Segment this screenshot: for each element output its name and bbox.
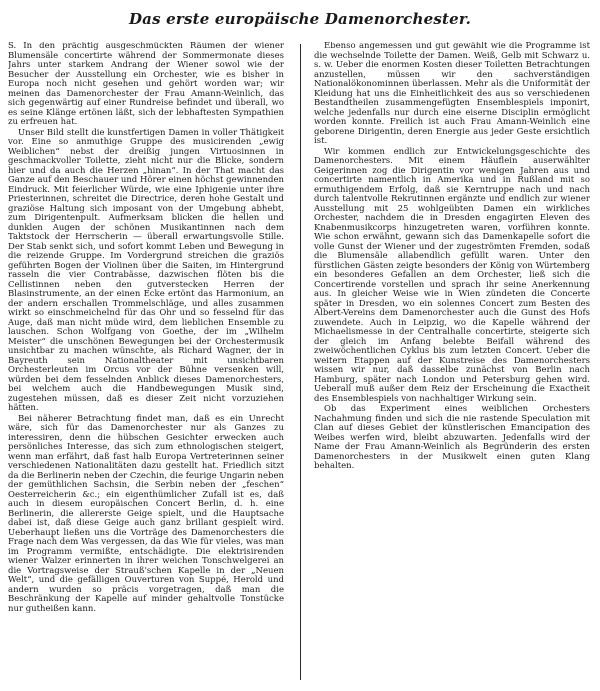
right-paragraph-3: Ob das Experiment eines weiblichen Orchesters Nachahmung finden und sich die nie rastende Speculation mit Clan auf dieses Gebiet der künstlerischen Emancipation des Weibes werfen wird, bleibt abzuwarten. Jedenfalls wird der Name der Frau Amann-Weinlich als Begründerin des ersten Damenorchesters in der Musikwelt einen guten Klang behalten. (314, 404, 590, 471)
right-column (314, 42, 590, 685)
left-paragraph-3: Bei näherer Betrachtung findet man, daß es ein Unrecht wäre, sich für das Damenorchester nur als Ganzes zu interessiren, denn die hübschen Gesichter erwecken auch persönliches Interesse, das sich zum ethnologischen steigert, wenn man erfährt, daß fast halb Europa Vertreterinnen seiner verschiedenen Nationalitäten dazu gestellt hat. Friedlich sitzt da die Berlinerin neben der Czechin, die feurige Ungarin neben der gemüthlichen Sachsin, die Serbin neben der „feschen“ Oesterreicherin &c.; ein eigenthümlicher Zufall ist es, daß auch in diesem europäischen Concert Berlin, d. h. eine Berlinerin, die allererste Geige spielt, und die Hauptsache dabei ist, daß diese Geige auch ganz brillant gespielt wird. Ueberhaupt ließen uns die Vorträge des Damenorchesters die Frage nach dem Was vergessen, da das Wie für vieles, was man im Programm vermißte, entschädigte. Die elektrisirenden wiener Walzer erinnerten in ihrer weichen Tonschwelgerei an die Vortragsweise der Strauß'schen Kapelle in der „Neuen Welt“, und die gefälligen Ouverturen von Suppé, Herold und andern wurden so präcis vorgetragen, daß man die Beschränkung der Kapelle auf minder gehaltvolle Tonstücke nur gutheißen kann. (8, 413, 284, 614)
left-paragraph-1: S. In den prächtig ausgeschmückten Räumen der wiener Blumensäle concertirte während der Sommermonate dieses Jahrs unter starkem Andrang der Wiener sowol wie der Besucher der Ausstellung ein Orchester, wie es bisher in Europa noch nicht gesehen und gehört worden war; wir meinen das Damenorchester der Frau Amann-Weinlich, das sich gegenwärtig auf einer Rundreise befindet und überall, wo es seine Klänge ertönen läßt, sich der lebhaftesten Sympathien zu erfreuen hat. (8, 42, 284, 127)
left-column (8, 42, 284, 685)
right-paragraph-1: Ebenso angemessen und gut gewählt wie die Programme ist die wechselnde Toilette der Damen. Weiß, Gelb mit Schwarz u. s. w. Ueber die enormen Kosten dieser Toiletten Betrachtungen anzustellen, müssen wir den sachverständigen Nationalökonominnen überlassen. Mehr als die Uniformität der Kleidung hat uns die Einheitlichkeit des aus so verschiedenen Bestandtheilen zusammengefügten Ensemblespiels imponirt, welche jedenfalls nur durch eine eiserne Disciplin ermöglicht worden konnte. Freilich ist auch Frau Amann-Weinlich eine geborene Dirigentin, deren Energie aus jeder Geste ersichtlich ist. (314, 42, 590, 146)
article-title: Das erste europäische Damenorchester. (128, 10, 472, 28)
right-paragraph-2: Wir kommen endlich zur Entwickelungsgeschichte des Damenorchesters. Mit einem Häuflein auserwählter Geigerinnen zog die Dirigentin vor wenigen Jahren aus und concertirte namentlich in Amerika und in Rußland mit so ermuthigendem Erfolg, daß sie Kerntruppe nach und nach durch talentvolle Rekrutinnen ergänzte und endlich zur wiener Ausstellung mit 25 wohlgeübten Damen ein wirkliches Orchester, nachdem die in Dresden engagirten Eleven des Knabenmusikcorps hinzugetreten waren, vorführen konnte. Wie schon erwähnt, gewann sich das Damenkapelle sofort die volle Gunst der Wiener und der zugeströmten Fremden, sodaß die Blumensäle allabendlich gefüllt waren. Unter den fürstlichen Gästen zeigte besonders der König von Würtemberg ein besonderes Gefallen an dem Orchester, ließ sich die Concertirende vorstellen und sprach ihr seine Anerkennung aus. In gleicher Weise wie in Wien zündeten die Concerte später in Dresden, wo ein solennes Concert zum Besten des Albert-Vereins dem Damenorchester auch die Gunst des Hofs zuwendete. Auch in Leipzig, wo die Kapelle während der Michaelismesse in der Centralhalle concertirte, steigerte sich der gleich im Anfang belebte Beifall während des zweiwöchentlichen Cyklus bis zum letzten Concert. Ueber die weitern Etappen auf der Kunstreise des Damenorchesters wissen wir nur, daß dasselbe zunächst von Berlin nach Hamburg, später nach London und Petersburg gehen wird. Ueberall muß außer dem Reiz der Erscheinung die Exactheit des Ensemblespiels von nachhaltiger Wirkung sein. (314, 146, 590, 404)
left-paragraph-2: Unser Bild stellt die kunstfertigen Damen in voller Thätigkeit vor. Eine so anmuthige Gruppe des musicirenden „ewig Weiblichen“ nebst der dreißig jungen Virtuosinnen in geschmackvoller Toilette, zieht nicht nur die Blicke, sondern hier und da auch die Herzen „hinan“. In der That macht das Ganze auf den Beschauer und Hörer einen höchst gewinnenden Eindruck. Mit feierlicher Würde, wie eine Iphigenie unter ihre Priesterinnen, schreitet die Directrice, deren hohe Gestalt und graziöse Haltung sich imposant von der Umgebung abhebt, zum Dirigentenpult. Aufmerksam blicken die hellen und dunklen Augen der schönen Musikantinnen nach dem Taktstock der Herrscherin — überall erwartungsvolle Stille. Der Stab senkt sich, und sofort kommt Leben und Bewegung in die reizende Gruppe. Im Vordergrund streichen die graziös geführten Bogen der Violinen über die Saiten, im Hintergrund rasseln die vier Contrabässe, dazwischen flöten bis die Cellistinnen neben den gutverstecken Herren der Blasinstrumente, an der einen Ecke ertönt das Harmonium, an der andern erschallen Trommelschläge, und alles zusammen wirkt so einschmeichelnd für das Ohr und so fesselnd für das Auge, daß man nicht müde wird, dem lieblichen Ensemble zu lauschen. Schon Wolfgang von Goethe, der im „Wilhelm Meister“ die unschönen Bewegungen bei der Orchestermusik unsichtbar zu machen wünschte, als Richard Wagner, der in Bayreuth sein Nationaltheater mit unsichtbaren Orchesterleuten im Orcus vor der Bühne versenken will, würden bei dem fesselnden Anblick dieses Damenorchesters, bei welchem auch die Handbewegungen Musik sind, zugestehen müssen, daß es dieser Zeit nicht vorzuziehen hätten. (8, 127, 284, 413)
column-divider (300, 44, 301, 680)
